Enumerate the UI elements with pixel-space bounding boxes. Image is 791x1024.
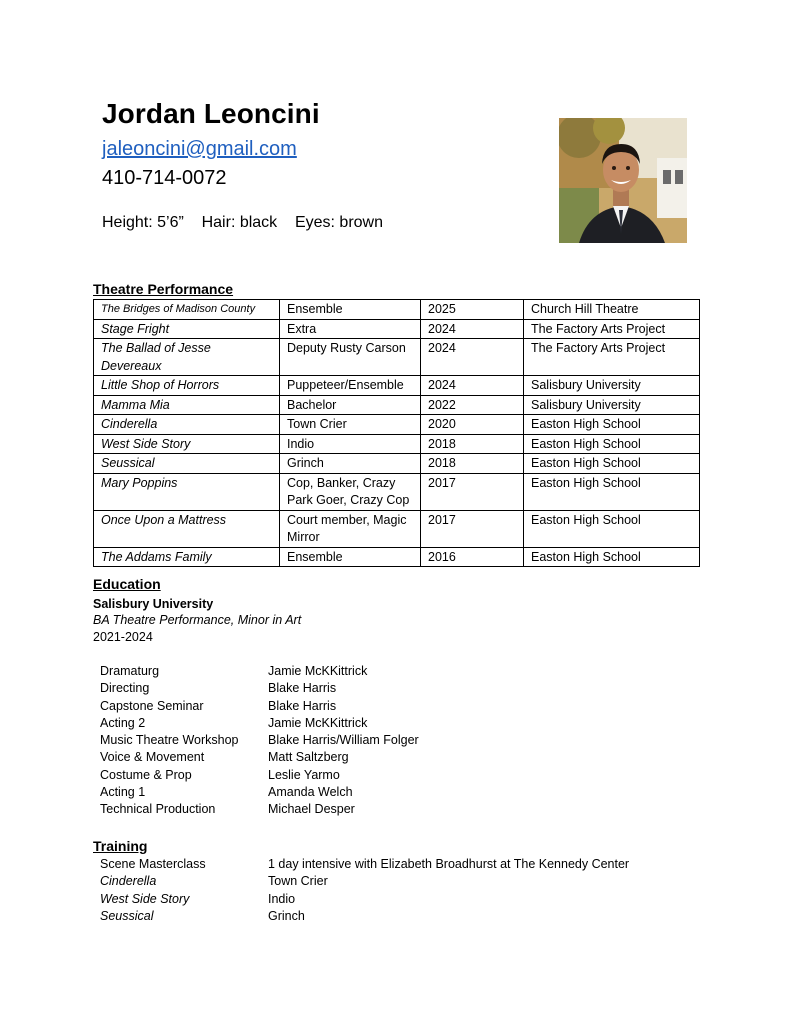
venue: The Factory Arts Project (524, 339, 700, 376)
table-row (94, 395, 700, 415)
course-name: Acting 1 (100, 785, 146, 800)
instructor-name: Leslie Yarmo (268, 767, 340, 782)
headshot-photo (559, 118, 687, 243)
role: Extra (280, 319, 421, 339)
show-title: Mamma Mia (94, 395, 280, 415)
training-item: Scene Masterclass (100, 857, 206, 871)
show-title: Little Shop of Horrors (94, 376, 280, 396)
table-row (94, 300, 700, 320)
instructor-name: Jamie McKKittrick (268, 664, 368, 678)
venue: The Factory Arts Project (524, 319, 700, 339)
role: Ensemble (280, 300, 421, 320)
table-row (94, 339, 700, 376)
table-row (94, 319, 700, 339)
school-name: Salisbury University (93, 597, 214, 611)
venue: Easton High School (524, 454, 700, 474)
show-title: Cinderella (94, 415, 280, 435)
role: Puppeteer/Ensemble (280, 376, 421, 396)
education-heading: Education (93, 576, 161, 592)
year: 2025 (421, 300, 524, 320)
role: Court member, Magic Mirror (280, 510, 421, 547)
show-title: The Ballad of Jesse Devereaux (94, 339, 280, 376)
venue: Easton High School (524, 510, 700, 547)
show-title: Mary Poppins (94, 473, 280, 510)
year: 2024 (421, 376, 524, 396)
year: 2016 (421, 547, 524, 567)
instructor-name: Jamie McKKittrick (268, 715, 368, 730)
training-detail: Indio (268, 891, 296, 906)
instructor-name: Amanda Welch (268, 785, 353, 800)
phone-number: 410-714-0072 (102, 167, 227, 189)
course-name: Costume & Prop (100, 767, 192, 782)
instructor-name: Blake Harris (268, 681, 337, 696)
show-title: Once Upon a Mattress (94, 510, 280, 547)
show-title: West Side Story (94, 434, 280, 454)
training-item: West Side Story (100, 891, 190, 906)
year: 2017 (421, 510, 524, 547)
candidate-name: Jordan Leoncini (102, 98, 320, 129)
venue: Easton High School (524, 415, 700, 435)
course-name: Capstone Seminar (100, 698, 204, 713)
year: 2020 (421, 415, 524, 435)
show-title: The Addams Family (94, 547, 280, 567)
instructor-name: Blake Harris (268, 698, 337, 713)
year: 2017 (421, 473, 524, 510)
email-link[interactable]: jaleoncini@gmail.com (102, 138, 297, 160)
instructor-name: Michael Desper (268, 802, 355, 817)
venue: Easton High School (524, 473, 700, 510)
theatre-heading: Theatre Performance (93, 281, 234, 297)
venue: Salisbury University (524, 376, 700, 396)
physical-stats: Height: 5’6” Hair: black Eyes: brown (102, 214, 383, 231)
table-row (94, 473, 700, 510)
course-name: Music Theatre Workshop (100, 733, 239, 748)
table-row (94, 415, 700, 435)
year: 2024 (421, 319, 524, 339)
training-heading: Training (93, 838, 148, 854)
table-row (94, 454, 700, 474)
table-row (94, 510, 700, 547)
course-name: Acting 2 (100, 715, 146, 730)
role: Grinch (280, 454, 421, 474)
venue: Easton High School (524, 547, 700, 567)
role: Cop, Banker, Crazy Park Goer, Crazy Cop (280, 473, 421, 510)
table-row (94, 547, 700, 567)
training-item: Cinderella (100, 874, 157, 889)
training-detail: Town Crier (268, 874, 328, 889)
year: 2022 (421, 395, 524, 415)
year: 2018 (421, 434, 524, 454)
table-row (94, 434, 700, 454)
course-name: Technical Production (100, 802, 216, 817)
year: 2024 (421, 339, 524, 376)
theatre-performance-table (93, 299, 700, 567)
degree: BA Theatre Performance, Minor in Art (93, 613, 302, 627)
venue: Salisbury University (524, 395, 700, 415)
role: Town Crier (280, 415, 421, 435)
role: Indio (280, 434, 421, 454)
training-detail: Grinch (268, 908, 305, 923)
table-row (94, 376, 700, 396)
instructor-name: Blake Harris/William Folger (268, 733, 419, 748)
instructor-name: Matt Saltzberg (268, 750, 349, 765)
year: 2018 (421, 454, 524, 474)
show-title: Stage Fright (94, 319, 280, 339)
show-title: Seussical (94, 454, 280, 474)
training-item: Seussical (100, 908, 154, 923)
training-detail: 1 day intensive with Elizabeth Broadhurst at The Kennedy Center (268, 857, 630, 871)
role: Bachelor (280, 395, 421, 415)
course-name: Dramaturg (100, 664, 160, 678)
venue: Easton High School (524, 434, 700, 454)
show-title: The Bridges of Madison County (94, 300, 280, 320)
course-name: Directing (100, 681, 150, 696)
education-years: 2021-2024 (93, 630, 153, 644)
role: Ensemble (280, 547, 421, 567)
role: Deputy Rusty Carson (280, 339, 421, 376)
course-name: Voice & Movement (100, 750, 205, 765)
venue: Church Hill Theatre (524, 300, 700, 320)
